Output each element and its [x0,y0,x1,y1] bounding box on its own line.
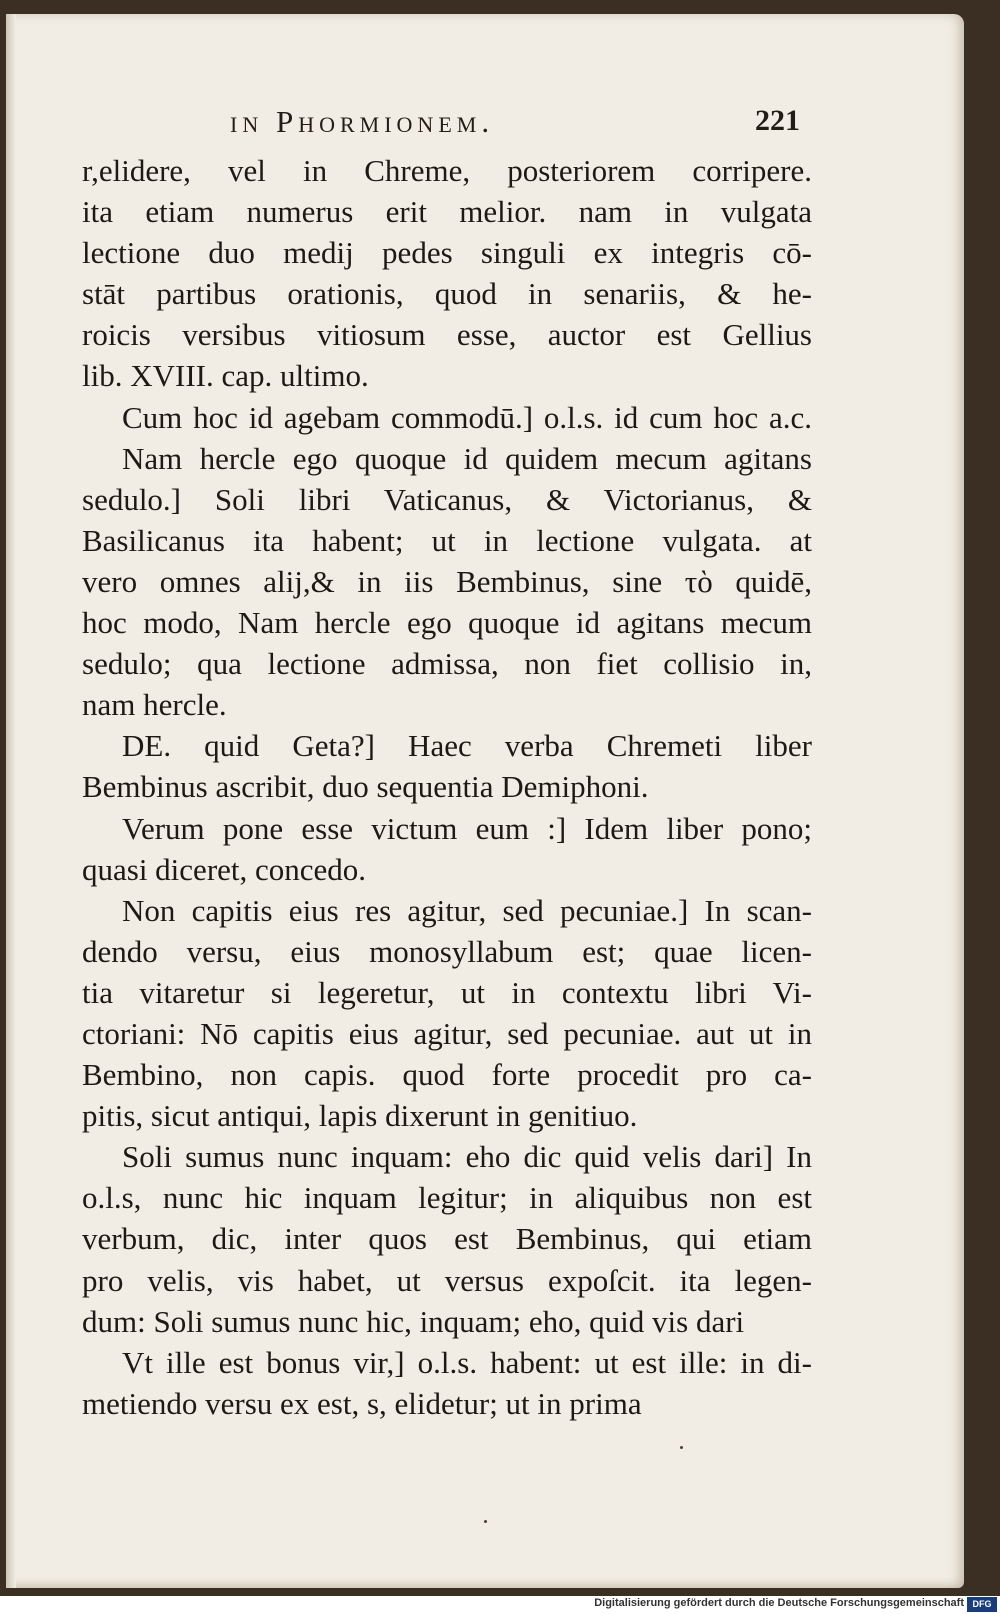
text-line: Bembino, non capis. quod forte procedit pro ca- [82,1057,812,1093]
text-line: Basilicanus ita habent; ut in lectione vulgata. at [82,522,812,558]
text-line: DE. quid Geta?] Haec verba Chremeti liber [122,728,812,764]
body-text [82,150,812,1424]
page-gutter-shadow [6,14,16,1588]
text-line: dendo versu, eius monosyllabum est; quae licen- [82,933,812,969]
text-line: tia vitaretur si legeretur, ut in contextu libri Vi- [82,974,812,1010]
text-line: r,elidere, vel in Chreme, posteriorem corripere. [82,153,812,188]
running-head [230,104,800,144]
text-line: vero omnes alij,& in iis Bembinus, sine τὸ quidē, [82,563,812,599]
text-line: Nam hercle ego quoque id quidem mecum agitans [122,440,812,476]
text-line: Verum pone esse victum eum :] Idem liber pono; [122,810,812,846]
text-line: Bembinus ascribit, duo sequentia Demiphoni. [82,769,649,805]
ink-speck [680,1446,683,1449]
text-line: hoc modo, Nam hercle ego quoque id agitans mecum [82,605,812,641]
text-line: stāt partibus orationis, quod in senariis, & he- [82,276,812,312]
text-line: ita etiam numerus erit melior. nam in vulgata [82,194,812,230]
running-head-title: in Phormionem. [230,104,495,139]
text-line: ctoriani: Nō capitis eius agitur, sed pecuniae. aut ut in [82,1015,812,1051]
text-line: verbum, dic, inter quos est Bembinus, qui etiam [82,1221,812,1257]
text-line: pitis, sicut antiqui, lapis dixerunt in genitiuo. [82,1098,638,1134]
text-line: sedulo; qua lectione admissa, non fiet collisio in, [82,646,812,682]
text-line: Non capitis eius res agitur, sed pecuniae.] In scan- [122,892,812,928]
dfg-logo: DFG [967,1597,997,1612]
text-line: roicis versibus vitiosum esse, auctor est Gellius [82,317,812,353]
text-line: Soli sumus nunc inquam: eho dic quid velis dari] In [122,1139,812,1175]
text-line: dum: Soli sumus nunc hic, inquam; eho, quid vis dari [82,1303,745,1339]
text-line: metiendo versu ex est, s, elidetur; ut in prima [82,1385,642,1421]
digitization-footer [0,1596,1000,1614]
text-line: sedulo.] Soli libri Vaticanus, & Victorianus, & [82,481,812,517]
text-line: nam hercle. [82,687,227,723]
text-line: lectione duo medij pedes singuli ex integris cō- [82,235,812,271]
ink-speck [484,1520,487,1523]
text-line: Vt ille est bonus vir,] o.l.s. habent: ut est ille: in di- [122,1344,812,1380]
footer-credit: Digitalisierung gefördert durch die Deutsche Forschungsgemeinschaft [594,1597,964,1609]
page-number: 221 [755,104,800,137]
text-line: pro velis, vis habet, ut versus expoſcit. ita legen- [82,1262,812,1298]
text-line: lib. XVIII. cap. ultimo. [82,358,369,394]
text-line: quasi diceret, concedo. [82,851,367,887]
text-line: Cum hoc id agebam commodū.] o.l.s. id cum hoc a.c. [122,399,812,435]
text-line: o.l.s, nunc hic inquam legitur; in aliquibus non est [82,1180,812,1216]
